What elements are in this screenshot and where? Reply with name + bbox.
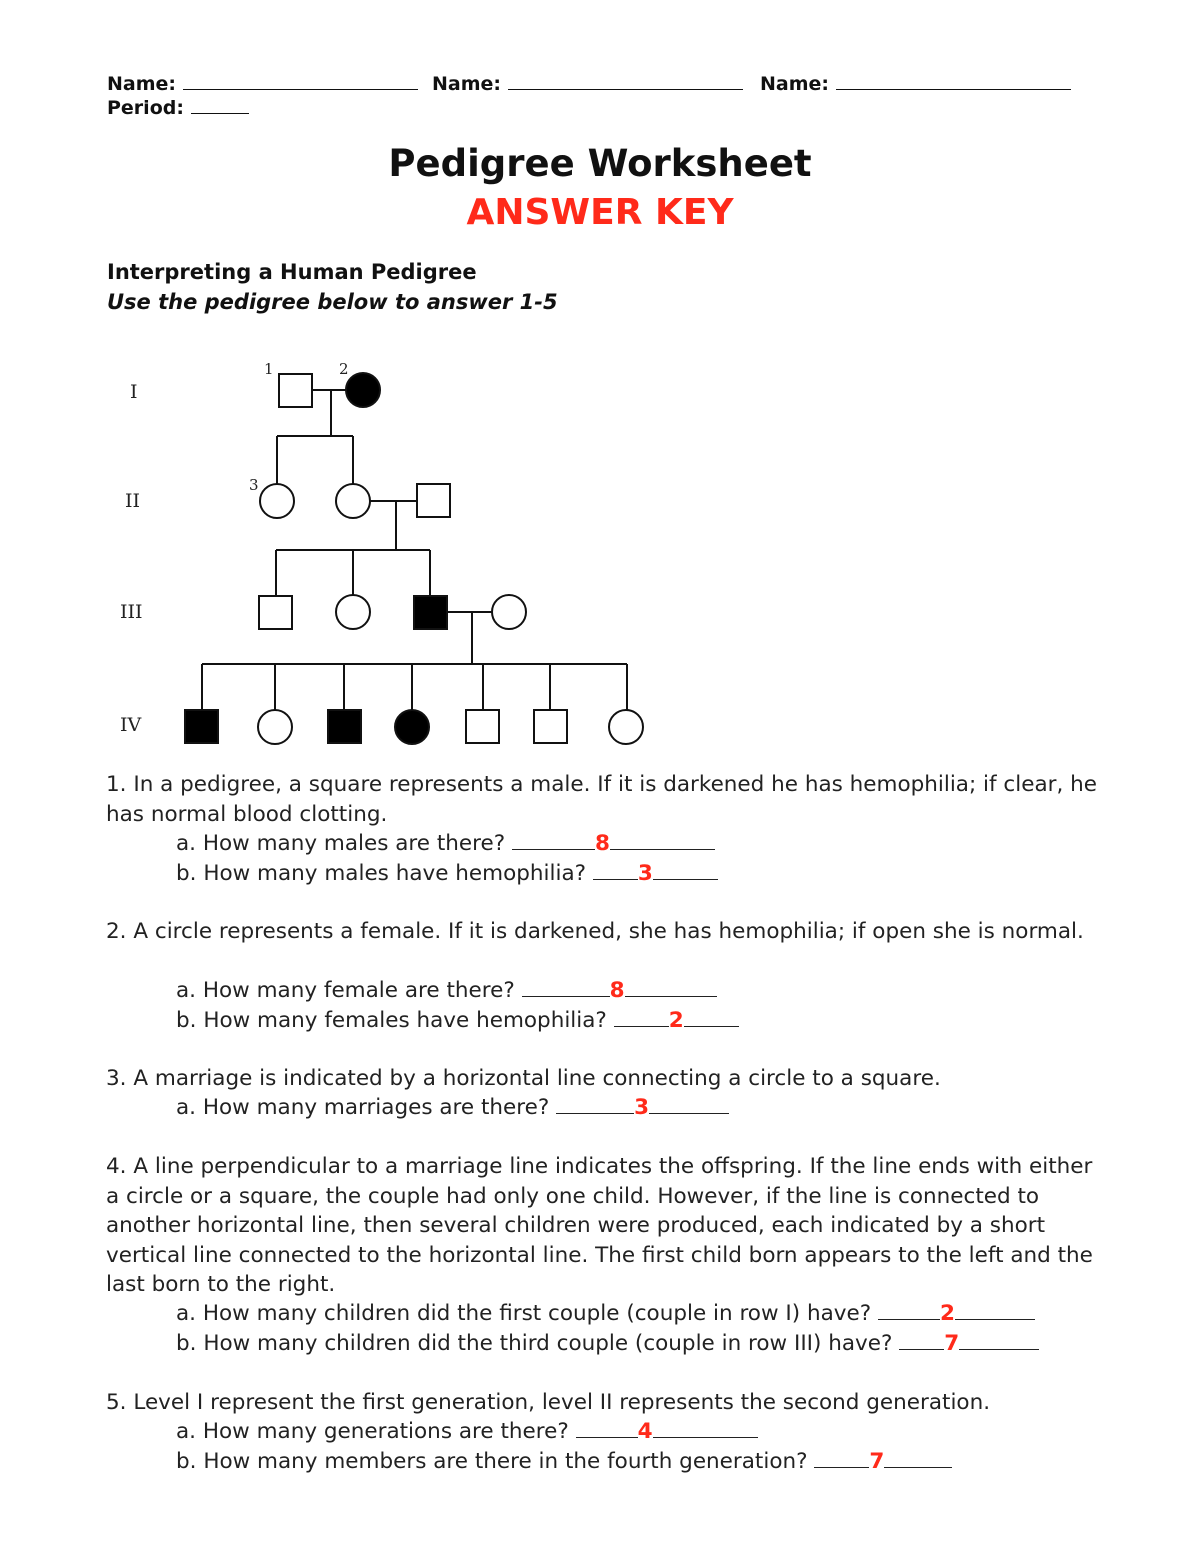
answer-1a[interactable]: 8 <box>594 831 610 856</box>
question-1-text: 1. In a pedigree, a square represents a male. If it is darkened he has hemophilia; if clear, he has normal blood clotting. <box>106 772 1097 827</box>
section-instruction: Use the pedigree below to answer 1-5 <box>107 290 558 314</box>
question-3-text: 3. A marriage is indicated by a horizontal line connecting a circle to a square. <box>106 1066 941 1091</box>
question-2-text: 2. A circle represents a female. If it is darkened, she has hemophilia; if open she is normal. <box>106 919 1084 944</box>
gen1-male-1 <box>279 374 312 407</box>
question-4a <box>176 1299 1035 1329</box>
gen-label-3: III <box>120 601 143 623</box>
gen2-male <box>417 484 450 517</box>
answer-5a[interactable]: 4 <box>637 1419 653 1444</box>
gen4-female-1 <box>258 710 292 744</box>
gen3-female <box>336 595 370 629</box>
gen4-female-affected <box>395 710 429 744</box>
question-3a <box>176 1093 729 1123</box>
question-1a <box>176 829 715 859</box>
answer-4a[interactable]: 2 <box>939 1301 955 1326</box>
question-2a <box>176 976 717 1006</box>
gen4-female-2 <box>609 710 643 744</box>
gen3-male-affected <box>414 596 447 629</box>
gen3-male <box>259 596 292 629</box>
question-5a-text: a. How many generations are there? <box>176 1419 569 1444</box>
individual-label-1: 1 <box>264 360 274 378</box>
question-5b-text: b. How many members are there in the fourth generation? <box>176 1449 808 1474</box>
name-label-1: Name: <box>107 73 177 95</box>
page-title: Pedigree Worksheet <box>388 142 812 185</box>
gen4-male-affected-2 <box>328 710 361 743</box>
answer-2a[interactable]: 8 <box>609 978 625 1003</box>
question-2b <box>176 1006 739 1036</box>
individual-label-2: 2 <box>339 360 349 378</box>
question-4b-text: b. How many children did the third couple (couple in row III) have? <box>176 1331 893 1356</box>
question-4-text: 4. A line perpendicular to a marriage line indicates the offspring. If the line ends with either a circle or a square, the couple had only one child. However, if the line is connected to another horizontal line, then several children were produced, each indicated by a short vertical line connected to the horizontal line. The first child born appears to the left and the last born to the right. <box>106 1154 1093 1297</box>
question-5a <box>176 1417 758 1447</box>
gen4-male-2 <box>534 710 567 743</box>
answer-5b[interactable]: 7 <box>869 1449 885 1474</box>
answer-4b[interactable]: 7 <box>944 1331 960 1356</box>
gen2-female <box>336 484 370 518</box>
question-1a-text: a. How many males are there? <box>176 831 506 856</box>
answer-key-heading: ANSWER KEY <box>466 192 734 233</box>
section-title: Interpreting a Human Pedigree <box>107 260 477 284</box>
answer-1b[interactable]: 3 <box>637 861 653 886</box>
question-4b <box>176 1329 1039 1359</box>
gen4-male-affected-1 <box>185 710 218 743</box>
name-label-2: Name: <box>432 73 502 95</box>
gen-label-2: II <box>125 490 141 512</box>
gen4-male-1 <box>466 710 499 743</box>
question-1b <box>176 859 718 889</box>
gen-label-1: I <box>130 381 138 403</box>
period-label: Period: <box>107 97 184 119</box>
question-2a-text: a. How many female are there? <box>176 978 515 1003</box>
question-1b-text: b. How many males have hemophilia? <box>176 861 587 886</box>
pedigree-diagram <box>0 0 1200 760</box>
question-5b <box>176 1447 952 1477</box>
question-2b-text: b. How many females have hemophilia? <box>176 1008 607 1033</box>
gen1-female-2 <box>346 373 380 407</box>
answer-2b[interactable]: 2 <box>668 1008 684 1033</box>
gen-label-4: IV <box>120 714 142 736</box>
question-4a-text: a. How many children did the first couple (couple in row I) have? <box>176 1301 872 1326</box>
gen2-female-3 <box>260 484 294 518</box>
gen3-female-spouse <box>492 595 526 629</box>
answer-3a[interactable]: 3 <box>634 1095 650 1120</box>
question-5-text: 5. Level I represent the first generation, level II represents the second generation. <box>106 1390 991 1415</box>
name-label-3: Name: <box>760 73 830 95</box>
question-3a-text: a. How many marriages are there? <box>176 1095 550 1120</box>
individual-label-3: 3 <box>249 476 259 494</box>
